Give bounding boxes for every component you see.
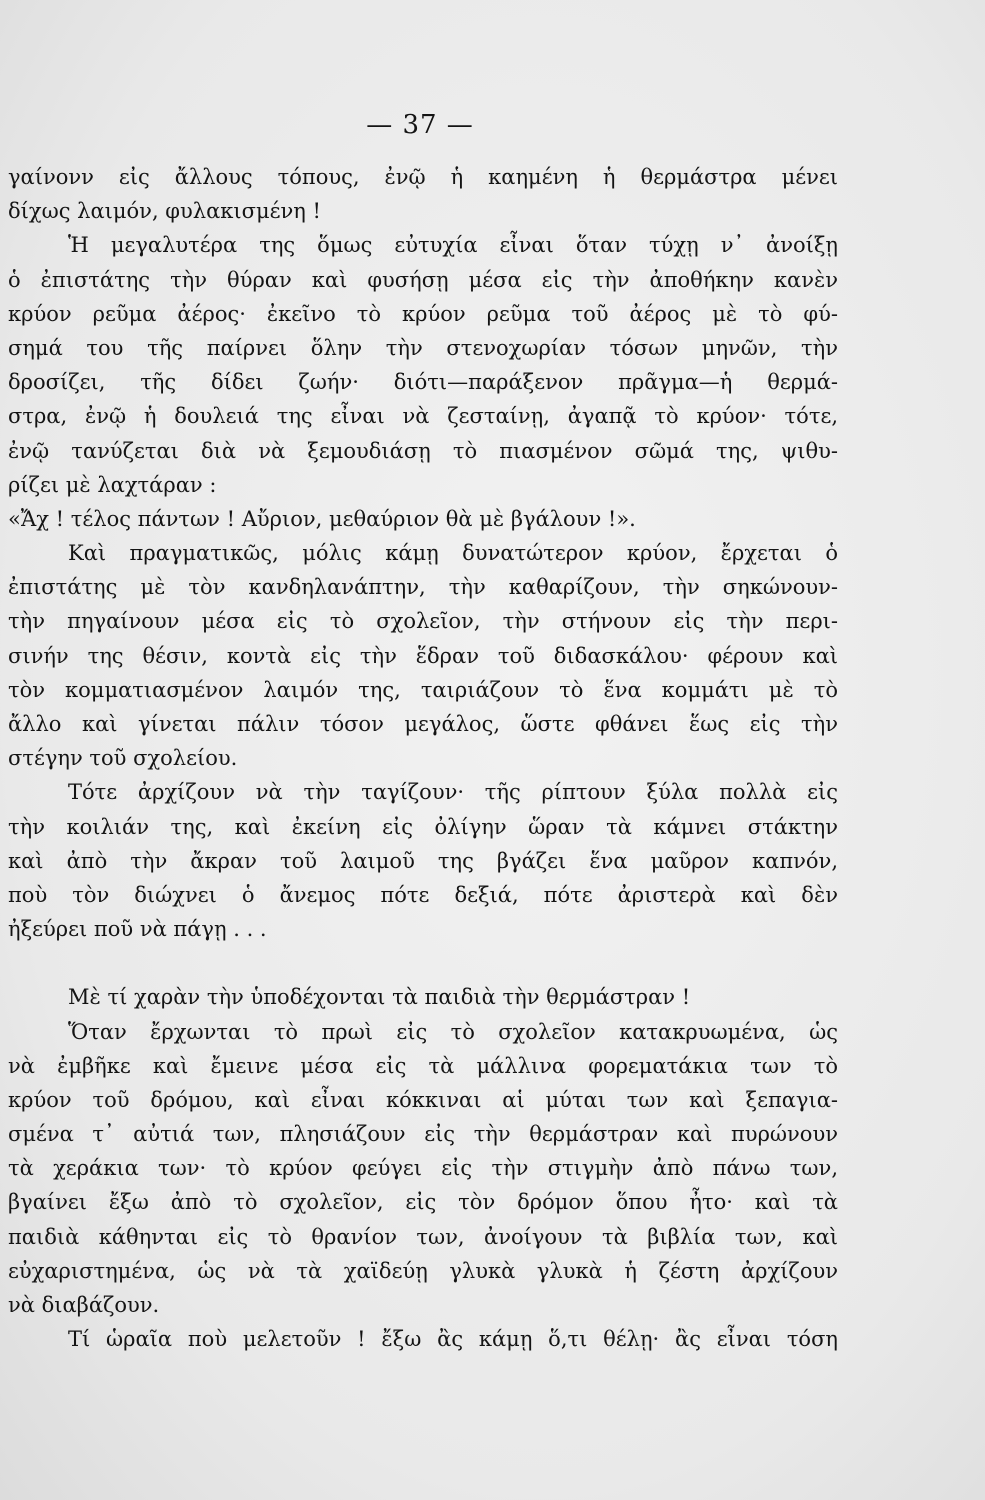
text-line: ἐπιστάτης μὲ τὸν κανδηλανάπτην, τὴν καθαρίζουν, τὴν σηκώνουν-: [8, 575, 838, 600]
text-line: Ἡ μεγαλυτέρα της ὅμως εὐτυχία εἶναι ὅταν τύχῃ ν᾽ ἀνοίξῃ: [68, 233, 838, 258]
text-line: τὰ χεράκια των· τὸ κρύον φεύγει εἰς τὴν στιγμὴν ἀπὸ πάνω των,: [8, 1156, 838, 1181]
text-line: δίχως λαιμόν, φυλακισμένη !: [8, 199, 321, 224]
text-line: τὴν κοιλιάν της, καὶ ἐκείνη εἰς ὀλίγην ὥραν τὰ κάμνει στάκτην: [8, 814, 838, 839]
text-line: ἐνῷ τανύζεται διὰ νὰ ξεμουδιάσῃ τὸ πιασμένον σῶμά της, ψιθυ-: [8, 438, 838, 463]
text-line: τὴν πηγαίνουν μέσα εἰς τὸ σχολεῖον, τὴν στήνουν εἰς τὴν περι-: [8, 609, 838, 634]
text-line: Τί ὡραῖα ποὺ μελετοῦν ! ἔξω ἂς κάμῃ ὅ,τι θέλῃ· ἂς εἶναι τόση: [68, 1327, 838, 1352]
text-line: ποὺ τὸν διώχνει ὁ ἄνεμος πότε δεξιά, πότε ἀριστερὰ καὶ δὲν: [8, 882, 838, 907]
page-number: — 37 —: [366, 110, 474, 140]
text-line: δροσίζει, τῆς δίδει ζωήν· διότι—παράξενον πρᾶγμα—ἡ θερμά-: [8, 370, 838, 395]
text-line: κρύον ρεῦμα ἀέρος· ἐκεῖνο τὸ κρύον ρεῦμα τοῦ ἀέρος μὲ τὸ φύ-: [8, 301, 838, 326]
text-line: Τότε ἀρχίζουν νὰ τὴν ταγίζουν· τῆς ρίπτουν ξύλα πολλὰ εἰς: [68, 780, 838, 805]
text-line: ἠξεύρει ποῦ νὰ πάγῃ . . .: [8, 917, 267, 942]
text-line: ρίζει μὲ λαχτάραν :: [8, 472, 217, 497]
text-line: ὁ ἐπιστάτης τὴν θύραν καὶ φυσήσῃ μέσα εἰς τὴν ἀποθήκην κανὲν: [8, 267, 838, 292]
text-line: εὐχαριστημένα, ὡς νὰ τὰ χαϊδεύῃ γλυκὰ γλυκὰ ἡ ζέστη ἀρχίζουν: [8, 1258, 838, 1283]
text-line: κρύον τοῦ δρόμου, καὶ εἶναι κόκκιναι αἱ μύται των καὶ ξεπαγια-: [8, 1087, 838, 1112]
text-line: γαίνονν εἰς ἄλλους τόπους, ἐνῷ ἡ καημένη ἡ θερμάστρα μένει: [8, 165, 838, 189]
text-line: νὰ ἐμβῆκε καὶ ἔμεινε μέσα εἰς τὰ μάλλινα φορεματάκια των τὸ: [8, 1053, 838, 1078]
text-line: καὶ ἀπὸ τὴν ἄκραν τοῦ λαιμοῦ της βγάζει ἕνα μαῦρον καπνόν,: [8, 848, 838, 873]
paragraph-gap: [8, 946, 838, 980]
text-line: ἄλλο καὶ γίνεται πάλιν τόσον μεγάλος, ὥστε φθάνει ἕως εἰς τὴν: [8, 712, 838, 736]
text-line: Ὅταν ἔρχωνται τὸ πρωὶ εἰς τὸ σχολεῖον κατακρυωμένα, ὡς: [68, 1019, 838, 1044]
text-line: Μὲ τί χαρὰν τὴν ὑποδέχονται τὰ παιδιὰ τὴν θερμάστραν !: [68, 985, 691, 1010]
text-line: σημά του τῆς παίρνει ὅλην τὴν στενοχωρίαν τόσων μηνῶν, τὴν: [8, 335, 838, 360]
body-text: [8, 160, 838, 1356]
text-line: σινήν της θέσιν, κοντὰ εἰς τὴν ἕδραν τοῦ διδασκάλου· φέρουν καὶ: [8, 643, 838, 668]
text-line: σμένα τ᾽ αὐτιά των, πλησιάζουν εἰς τὴν θερμάστραν καὶ πυρώνουν: [8, 1122, 838, 1147]
text-line: τὸν κομματιασμένον λαιμόν της, ταιριάζουν τὸ ἕνα κομμάτι μὲ τὸ: [8, 677, 838, 702]
text-line: βγαίνει ἔξω ἀπὸ τὸ σχολεῖον, εἰς τὸν δρόμον ὅπου ἦτο· καὶ τὰ: [8, 1190, 838, 1215]
text-line: νὰ διαβάζουν.: [8, 1293, 160, 1317]
text-line: στρα, ἐνῷ ἡ δουλειά της εἶναι νὰ ζεσταίνῃ, ἀγαπᾷ τὸ κρύον· τότε,: [8, 404, 838, 429]
text-line: Καὶ πραγματικῶς, μόλις κάμῃ δυνατώτερον κρύον, ἔρχεται ὁ: [68, 541, 838, 566]
text-line: παιδιὰ κάθηνται εἰς τὸ θρανίον των, ἀνοίγουν τὰ βιβλία των, καὶ: [8, 1224, 838, 1249]
text-line: στέγην τοῦ σχολείου.: [8, 746, 238, 771]
text-line: «Ἄχ ! τέλος πάντων ! Αὔριον, μεθαύριον θὰ μὲ βγάλουν !».: [8, 506, 636, 531]
